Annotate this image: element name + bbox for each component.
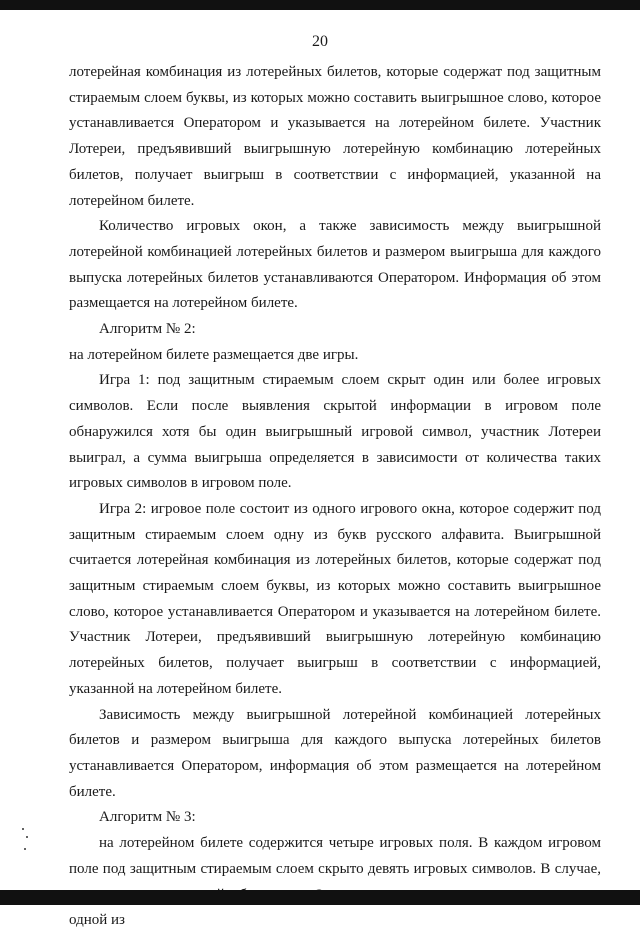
paragraph: Игра 2: игровое поле состоит из одного игрового окна, которое содержит под защитным стираемым слоем одну из букв русского алфавита. Выигрышной считается лотерейная комбинация из лотерейных билетов, которые содержат под защитным стираемым слоем буквы, из которых можно составить выигрышное слово, которое устанавливается Оператором и указывается на лотерейном билете. Участник Лотереи, предъявивший выигрышную лотерейную комбинацию лотерейных билетов, получает выигрыш в соответствии с информацией, указанной на лотерейном билете. bbox=[69, 500, 601, 697]
scan-speck bbox=[22, 828, 24, 830]
scan-speck bbox=[26, 836, 28, 838]
scan-speck bbox=[24, 848, 26, 850]
paragraph: на лотерейном билете содержится четыре игровых поля. В каждом игровом поле под защитным стираемым слоем скрыто девять игровых символов. В случае, одной из bbox=[69, 835, 601, 929]
paragraph: Игра 1: под защитным стираемым слоем скрыт один или более игровых символов. Если после выявления скрытой информации в игровом поле обнаружился хотя бы один выигрышный игровой символ, участник Лотереи выиграл, а сумма выигрыша определяется в зависимости от количества таких игровых символов в игровом поле. bbox=[69, 372, 601, 492]
paragraph: на лотерейном билете размещается две игры. bbox=[69, 346, 359, 363]
paragraph: лотерейная комбинация из лотерейных билетов, которые содержат под защитным стираемым слоем буквы, из которых можно составить выигрышное слово, которое устанавливается Оператором и указывается на лотерейном билете. Участник Лотереи, предъявивший выигрышную лотерейную комбинацию лотерейных билетов, получает выигрыш в соответствии с информацией, указанной на лотерейном билете. bbox=[69, 64, 601, 209]
scan-border-bottom bbox=[0, 890, 640, 905]
algorithm-heading: Алгоритм № 2: bbox=[99, 321, 196, 338]
scan-border-top bbox=[0, 0, 640, 10]
paragraph: Зависимость между выигрышной лотерейной комбинацией лотерейных билетов и размером выигрыша для каждого выпуска лотерейных билетов устанавливается Оператором, информация об этом размещается на лотерейном билете. bbox=[69, 706, 601, 800]
paragraph: Количество игровых окон, а также зависимость между выигрышной лотерейной комбинацией лотерейных билетов и размером выигрыша для каждого выпуска лотерейных билетов устанавливаются Оператором. Информация об этом размещается на лотерейном билете. bbox=[69, 218, 601, 312]
page-number: 20 bbox=[312, 33, 328, 50]
document-body bbox=[69, 60, 601, 934]
algorithm-heading: Алгоритм № 3: bbox=[99, 809, 196, 826]
